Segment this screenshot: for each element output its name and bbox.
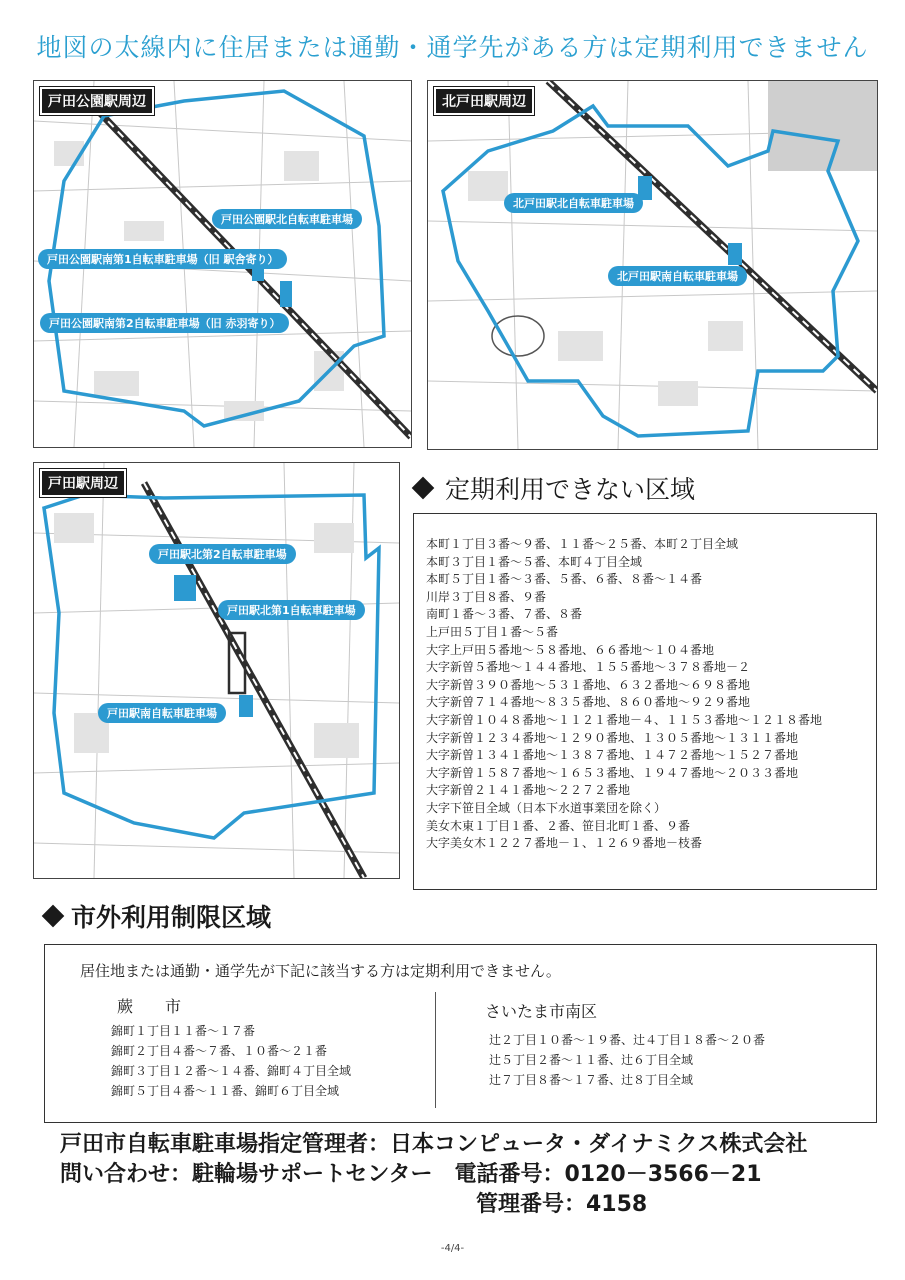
column-divider [435,992,436,1108]
restricted-area-item: 大字新曽１５８７番地～１６５３番地、１９４７番地～２０３３番地 [426,765,799,780]
restricted-area-item: 大字新曽１０４８番地～１１２１番地－４、１１５３番地～１２１８番地 [426,712,823,727]
parking-label: 戸田駅北第1自転車駐車場 [218,600,365,620]
footer-manager: 戸田市自転車駐車場指定管理者：日本コンピュータ・ダイナミクス株式会社 [60,1132,808,1157]
restricted-area-item: 本町５丁目１番～３番、５番、６番、８番～１４番 [426,572,703,587]
restricted-area-item: 本町１丁目３番～９番、１１番～２５番、本町２丁目全域 [426,537,739,551]
map-toda-graphic [34,463,399,878]
parking-label: 戸田公園駅北自転車駐車場 [212,209,362,229]
restricted-area-item: 上戸田５丁目１番～５番 [426,624,559,639]
restricted-area-item: 大字新曽１３４１番地～１３８７番地、１４７２番地～１５２７番地 [426,748,799,763]
page-number: -4/4- [440,1243,465,1254]
city-warabi: 蕨 市 [117,997,182,1016]
map-toda [33,462,400,879]
outside-restriction-heading-text: 市外利用制限区域 [71,903,272,932]
restricted-area-item: 大字美女木１２２７番地－１、１２６９番地－枝番 [426,836,703,851]
diamond-bullet-icon [412,477,435,500]
parking-label: 戸田駅南自転車駐車場 [98,703,226,723]
parking-label: 北戸田駅南自転車駐車場 [608,266,747,286]
warabi-address-item: 錦町１丁目１１番～１７番 [111,1024,256,1038]
map-title: 北戸田駅周辺 [434,87,534,115]
page-headline: 地図の太線内に住居または通勤・通学先がある方は定期利用できません [36,33,869,62]
warabi-address-list [111,1021,351,1101]
restricted-area-item: 大字新曽７１４番地～８３５番地、８６０番地～９２９番地 [426,695,751,710]
outside-restriction-intro: 居住地または通勤・通学先が下記に該当する方は定期利用できません。 [80,962,561,980]
parking-label: 北戸田駅北自転車駐車場 [504,193,643,213]
diamond-bullet-icon [42,905,65,928]
map-title: 戸田駅周辺 [40,469,126,497]
city-saitama-minami: さいたま市南区 [485,1002,598,1021]
outside-restriction-heading [45,898,271,934]
restricted-area-item: 大字上戸田５番地～５８番地、６６番地～１０４番地 [426,642,715,657]
saitama-address-list [489,1030,765,1090]
saitama-address-item: 辻７丁目８番～１７番、辻８丁目全域 [489,1073,694,1087]
warabi-address-item: 錦町５丁目４番～１１番、錦町６丁目全域 [111,1084,340,1098]
map-kita-toda-graphic [428,81,877,449]
restricted-area-list [414,514,876,853]
restricted-area-item: 本町３丁目１番～５番、本町４丁目全域 [426,554,643,569]
parking-label: 戸田駅北第2自転車駐車場 [149,544,296,564]
restricted-area-item: 大字新曽２１４１番地～２２７２番地 [426,783,631,798]
warabi-address-item: 錦町２丁目４番～７番、１０番～２１番 [111,1044,328,1058]
map-kita-toda [427,80,878,450]
saitama-address-item: 辻５丁目２番～１１番、辻６丁目全域 [489,1053,694,1067]
restricted-area-item: 大字下笹目全域（日本下水道事業団を除く） [426,800,667,815]
restricted-area-item: 川岸３丁目８番、９番 [426,589,547,604]
restricted-area-item: 大字新曽１２３４番地～１２９０番地、１３０５番地～１３１１番地 [426,730,799,745]
outside-restriction-box [44,944,877,1123]
restricted-area-item: 美女木東１丁目１番、２番、笹目北町１番、９番 [426,818,691,833]
footer-contact: 問い合わせ：駐輪場サポートセンター 電話番号：0120－3566－21 [60,1162,762,1187]
restricted-area-heading-text: 定期利用できない区域 [445,475,696,504]
map-toda-koen [33,80,412,448]
saitama-address-item: 辻２丁目１０番～１９番、辻４丁目１８番～２０番 [489,1033,766,1047]
map-title: 戸田公園駅周辺 [40,87,154,115]
footer-admin-number: 管理番号：4158 [476,1192,648,1217]
restricted-area-item: 南町１番～３番、７番、８番 [426,607,583,622]
restricted-area-heading [415,470,695,506]
restricted-area-box [413,513,877,890]
restricted-area-item: 大字新曽３９０番地～５３１番地、６３２番地～６９８番地 [426,677,751,692]
restricted-area-item: 大字新曽５番地～１４４番地、１５５番地～３７８番地－２ [426,660,751,675]
parking-label: 戸田公園駅南第1自転車駐車場（旧 駅舎寄り） [38,249,287,269]
warabi-address-item: 錦町３丁目１２番～１４番、錦町４丁目全域 [111,1064,352,1078]
parking-label: 戸田公園駅南第2自転車駐車場（旧 赤羽寄り） [40,313,289,333]
